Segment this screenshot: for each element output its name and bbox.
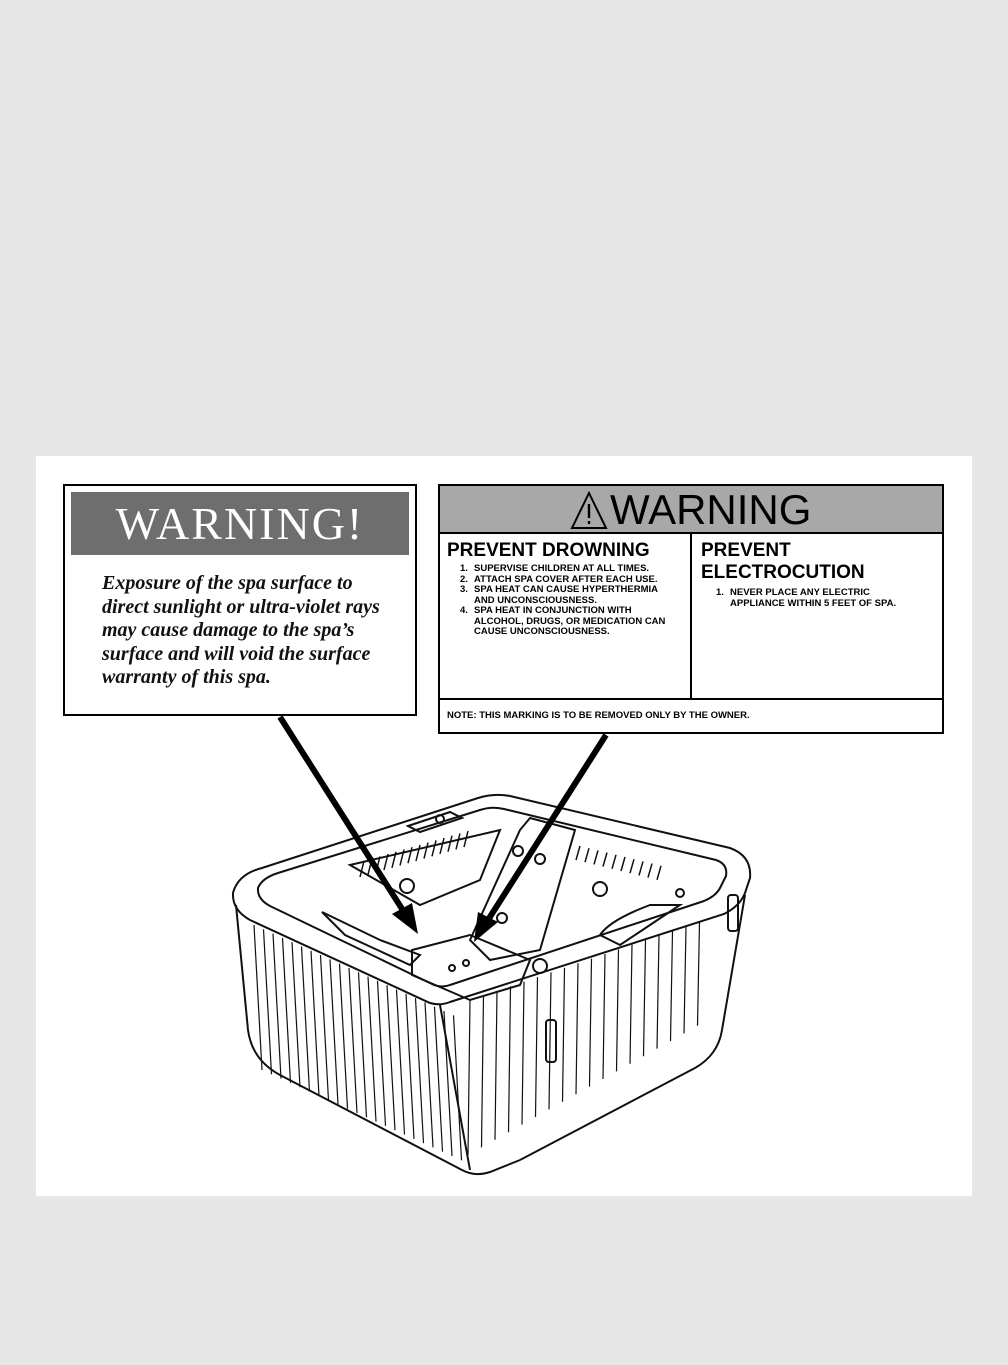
vent-slot: [594, 850, 598, 864]
skirt-slat: [425, 1002, 433, 1147]
skirt-slat: [657, 936, 659, 1049]
skirt-slat: [273, 934, 281, 1079]
warning-item-text: SPA HEAT IN CONJUNCTION WITH ALCOHOL, DRUGS, OR MEDICATION CAN CAUSE UNCONSCIOUSNESS.: [474, 605, 666, 637]
skirt-slat: [549, 972, 551, 1109]
skirt-slat: [283, 938, 291, 1083]
jet: [535, 854, 545, 864]
vent-slot: [630, 859, 634, 873]
jet: [676, 889, 684, 897]
spa-vent-slots: [360, 831, 661, 880]
warning-item-number: 2.: [460, 573, 468, 585]
warning-item-text: ATTACH SPA COVER AFTER EACH USE.: [474, 573, 658, 585]
warning-item-number: 4.: [460, 605, 468, 616]
skirt-slat: [264, 929, 272, 1074]
vent-slot: [657, 866, 661, 880]
warning-item-number: 3.: [460, 584, 468, 595]
skirt-slat: [254, 925, 262, 1070]
skirt-slat: [349, 968, 357, 1113]
skirt-slat: [435, 1007, 443, 1152]
jet: [463, 960, 469, 966]
skirt-slat: [630, 945, 632, 1064]
skirt-slat: [359, 972, 367, 1117]
warning-item-text: NEVER PLACE ANY ELECTRIC APPLIANCE WITHIN 5 FEET OF SPA.: [730, 587, 897, 609]
skirt-slat: [444, 1011, 452, 1156]
skirt-slat: [617, 949, 619, 1071]
vent-slot: [585, 848, 589, 862]
spa-rim-outline: [233, 795, 750, 1004]
vent-slot: [639, 861, 643, 875]
skirt-slat: [406, 994, 414, 1139]
skirt-slat: [603, 954, 605, 1079]
skirt-slat: [368, 977, 376, 1122]
jet: [449, 965, 455, 971]
skirt-slat: [684, 926, 686, 1033]
skirt-slat: [340, 964, 348, 1109]
skirt-slat: [321, 955, 329, 1100]
skirt-slat: [397, 990, 405, 1135]
sunlight-warning-heading: WARNING!: [71, 492, 409, 555]
drowning-title: PREVENT DROWNING: [447, 540, 650, 561]
jet: [533, 959, 547, 973]
skirt-slat: [387, 985, 395, 1130]
skirt-slat: [522, 982, 524, 1125]
arrow-head-icon: [474, 912, 498, 942]
warning-item-number: 1.: [460, 563, 468, 574]
removal-note: NOTE: THIS MARKING IS TO BE REMOVED ONLY BY THE OWNER.: [447, 710, 750, 721]
vent-slot: [448, 836, 452, 852]
spa-skirt-slats: [254, 922, 700, 1161]
skirt-slat: [563, 968, 565, 1102]
skirt-slat: [482, 995, 484, 1147]
spa-lounger: [470, 818, 575, 960]
sunlight-warning-text: Exposure of the spa surface to direct sunlight or ultra-violet rays may cause damage to the spa’s surface and will void the surface warranty of this spa.: [102, 572, 380, 688]
skirt-slat: [416, 998, 424, 1143]
skirt-slat: [311, 951, 319, 1096]
skirt-slat: [330, 959, 338, 1104]
warning-item-text: SUPERVISE CHILDREN AT ALL TIMES.: [474, 563, 650, 574]
skirt-slat: [671, 931, 673, 1041]
skirt-slat: [378, 981, 386, 1126]
vent-slot: [621, 857, 625, 871]
spa-side-handle: [546, 1020, 556, 1062]
vent-slot: [612, 855, 616, 869]
arrow-head-icon: [392, 903, 418, 934]
skirt-slat: [644, 940, 646, 1056]
jet: [513, 846, 523, 856]
spa-filter-box: [408, 812, 462, 832]
electrocution-title: PREVENT ELECTROCUTION: [701, 540, 865, 583]
skirt-slat: [698, 922, 700, 1026]
skirt-slat: [590, 959, 592, 1087]
vent-slot: [456, 833, 460, 849]
skirt-slat: [302, 947, 310, 1092]
vent-slot: [408, 847, 412, 863]
skirt-slat: [468, 1000, 470, 1155]
safety-pointer-arrow: [488, 735, 606, 920]
vent-slot: [603, 853, 607, 867]
warning-item-text: SPA HEAT CAN CAUSE HYPERTHERMIA AND UNCONSCIOUSNESS.: [474, 584, 658, 606]
vent-slot: [424, 843, 428, 859]
jet: [400, 879, 414, 893]
spa-side-handle: [728, 895, 738, 931]
vent-slot: [416, 845, 420, 861]
jet: [593, 882, 607, 896]
sunlight-pointer-arrow: [280, 717, 404, 912]
skirt-slat: [495, 991, 497, 1140]
vent-slot: [440, 838, 444, 854]
skirt-slat: [509, 986, 511, 1132]
vent-slot: [648, 864, 652, 878]
spa-seat-right: [600, 905, 680, 945]
vent-slot: [576, 846, 580, 860]
jet: [497, 913, 507, 923]
vent-slot: [432, 840, 436, 856]
warning-item-number: 1.: [716, 587, 724, 598]
spa-skirt-right: [520, 895, 745, 1160]
safety-warning-heading: WARNING: [610, 486, 812, 533]
spa-bench-center: [412, 935, 530, 1000]
skirt-slat: [576, 963, 578, 1094]
skirt-slat: [536, 977, 538, 1117]
skirt-slat: [292, 942, 300, 1087]
